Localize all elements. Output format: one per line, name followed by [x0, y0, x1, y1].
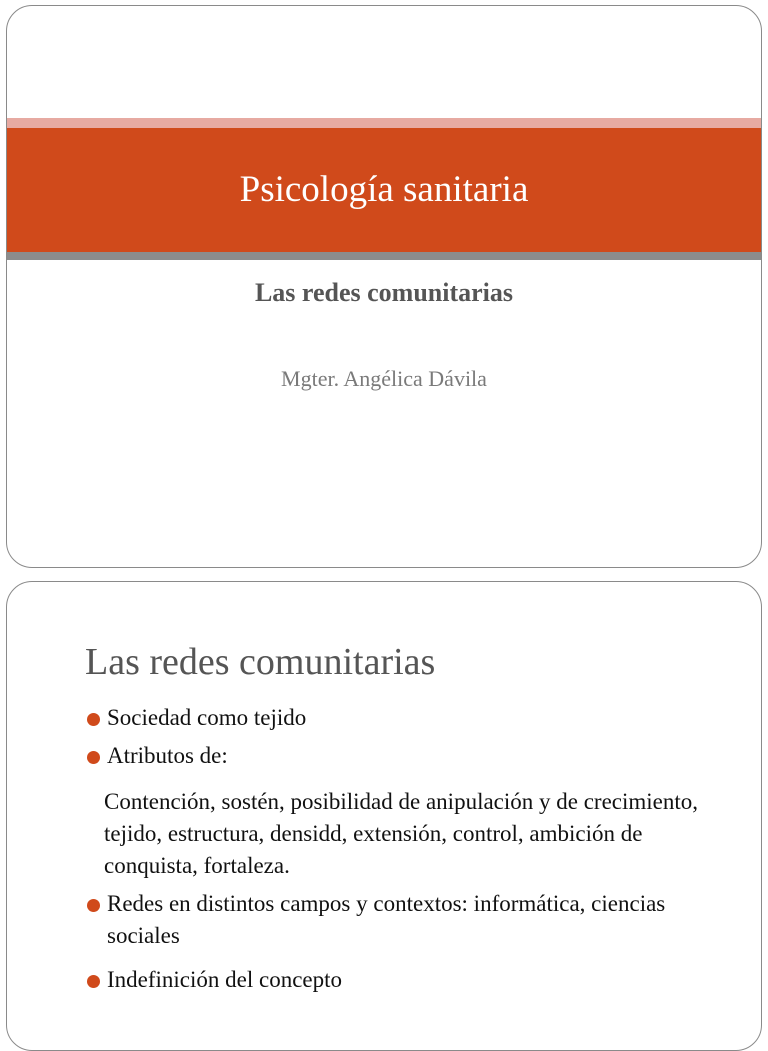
list-item: [107, 888, 707, 952]
slide-title: Psicología sanitaria: [239, 169, 529, 210]
bullet-dot-icon: [87, 899, 100, 912]
slide-2: [6, 581, 762, 1051]
list-item: [107, 702, 707, 734]
slide-heading: Las redes comunitarias: [85, 641, 436, 683]
slide-1: [6, 5, 762, 568]
bullet-dot-icon: [87, 751, 100, 764]
list-item-text: Indefinición del concepto: [107, 967, 343, 992]
slide-subtitle: Las redes comunitarias: [254, 278, 514, 307]
slide-author: Mgter. Angélica Dávila: [281, 366, 487, 391]
list-item-text: Sociedad como tejido: [107, 705, 307, 730]
title-band-top-stripe: [7, 118, 761, 128]
attributes-paragraph: Contención, sostén, posibilidad de anipulación y de crecimiento, tejido, estructura, densidd, extensión, control, ambición de conquista, fortaleza.: [104, 789, 699, 878]
bullet-dot-icon: [87, 975, 100, 988]
list-item-text: Redes en distintos campos y contextos: informática, ciencias sociales: [107, 891, 666, 948]
list-item: [107, 964, 707, 996]
title-band-bottom-stripe: [7, 252, 761, 260]
list-item: [107, 740, 707, 772]
list-item-text: Atributos de:: [107, 743, 228, 768]
bullet-dot-icon: [87, 713, 100, 726]
